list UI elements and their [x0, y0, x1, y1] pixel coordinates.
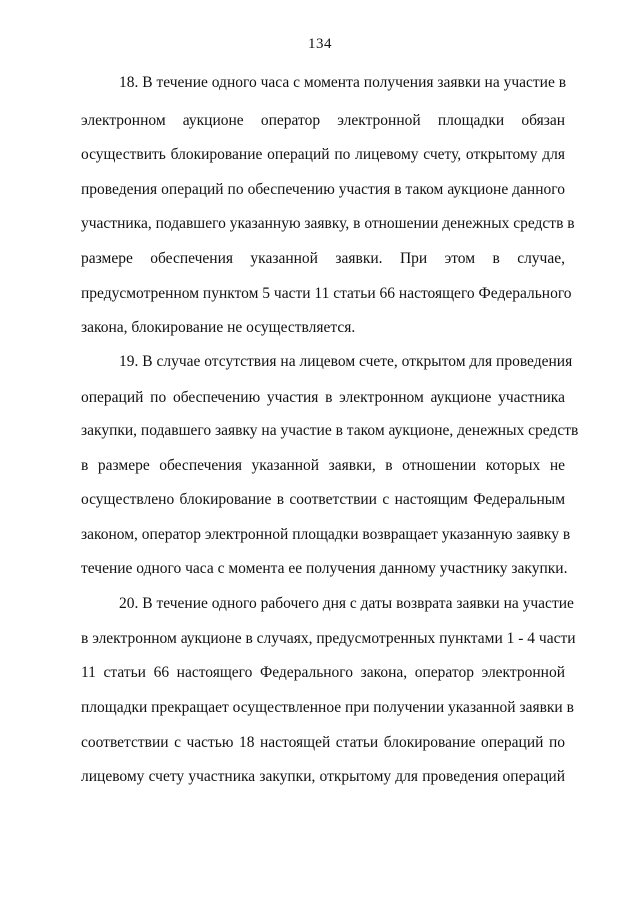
paragraph-20-line-6: лицевому счету участника закупки, открытому для проведения операций [81, 768, 565, 785]
paragraph-19-line-7: течение одного часа с момента ее получения данному участнику закупки. [81, 560, 568, 577]
paragraph-18-line-7: предусмотренном пунктом 5 части 11 статьи 66 настоящего Федерального [81, 285, 572, 302]
paragraph-19-line-5: осуществлено блокирование в соответствии с настоящим Федеральным [81, 491, 565, 508]
paragraph-19-line-2: операций по обеспечению участия в электронном аукционе участника [81, 389, 565, 406]
paragraph-18-line-2: электронном аукционе оператор электронной площадки обязан [81, 112, 565, 129]
page-number: 134 [308, 36, 332, 52]
paragraph-19-line-1: 19. В случае отсутствия на лицевом счете, открытом для проведения [119, 353, 573, 370]
paragraph-20-line-3: 11 статьи 66 настоящего Федерального закона, оператор электронной [81, 664, 565, 681]
paragraph-20-line-5: соответствии с частью 18 настоящей статьи блокирование операций по [81, 734, 565, 751]
paragraph-20-line-2: в электронном аукционе в случаях, предусмотренных пунктами 1 - 4 части [81, 630, 576, 647]
paragraph-19-line-6: законом, оператор электронной площадки возвращает указанную заявку в [81, 526, 571, 543]
paragraph-18-line-4: проведения операций по обеспечению участия в таком аукционе данного [81, 181, 565, 198]
paragraph-20-line-4: площадки прекращает осуществленное при получении указанной заявки в [81, 699, 574, 716]
paragraph-18-line-8: закона, блокирование не осуществляется. [81, 319, 356, 336]
paragraph-19-line-4: в размере обеспечения указанной заявки, в отношении которых не [81, 457, 565, 474]
paragraph-18-line-5: участника, подавшего указанную заявку, в отношении денежных средств в [81, 215, 575, 232]
paragraph-18-line-6: размере обеспечения указанной заявки. При этом в случае, [81, 250, 565, 267]
paragraph-18-line-1: 18. В течение одного часа с момента получения заявки на участие в [119, 74, 567, 91]
paragraph-20-line-1: 20. В течение одного рабочего дня с даты возврата заявки на участие [119, 595, 574, 612]
paragraph-18-line-3: осуществить блокирование операций по лицевому счету, открытому для [81, 146, 565, 163]
paragraph-19-line-3: закупки, подавшего заявку на участие в таком аукционе, денежных средств [81, 422, 579, 439]
